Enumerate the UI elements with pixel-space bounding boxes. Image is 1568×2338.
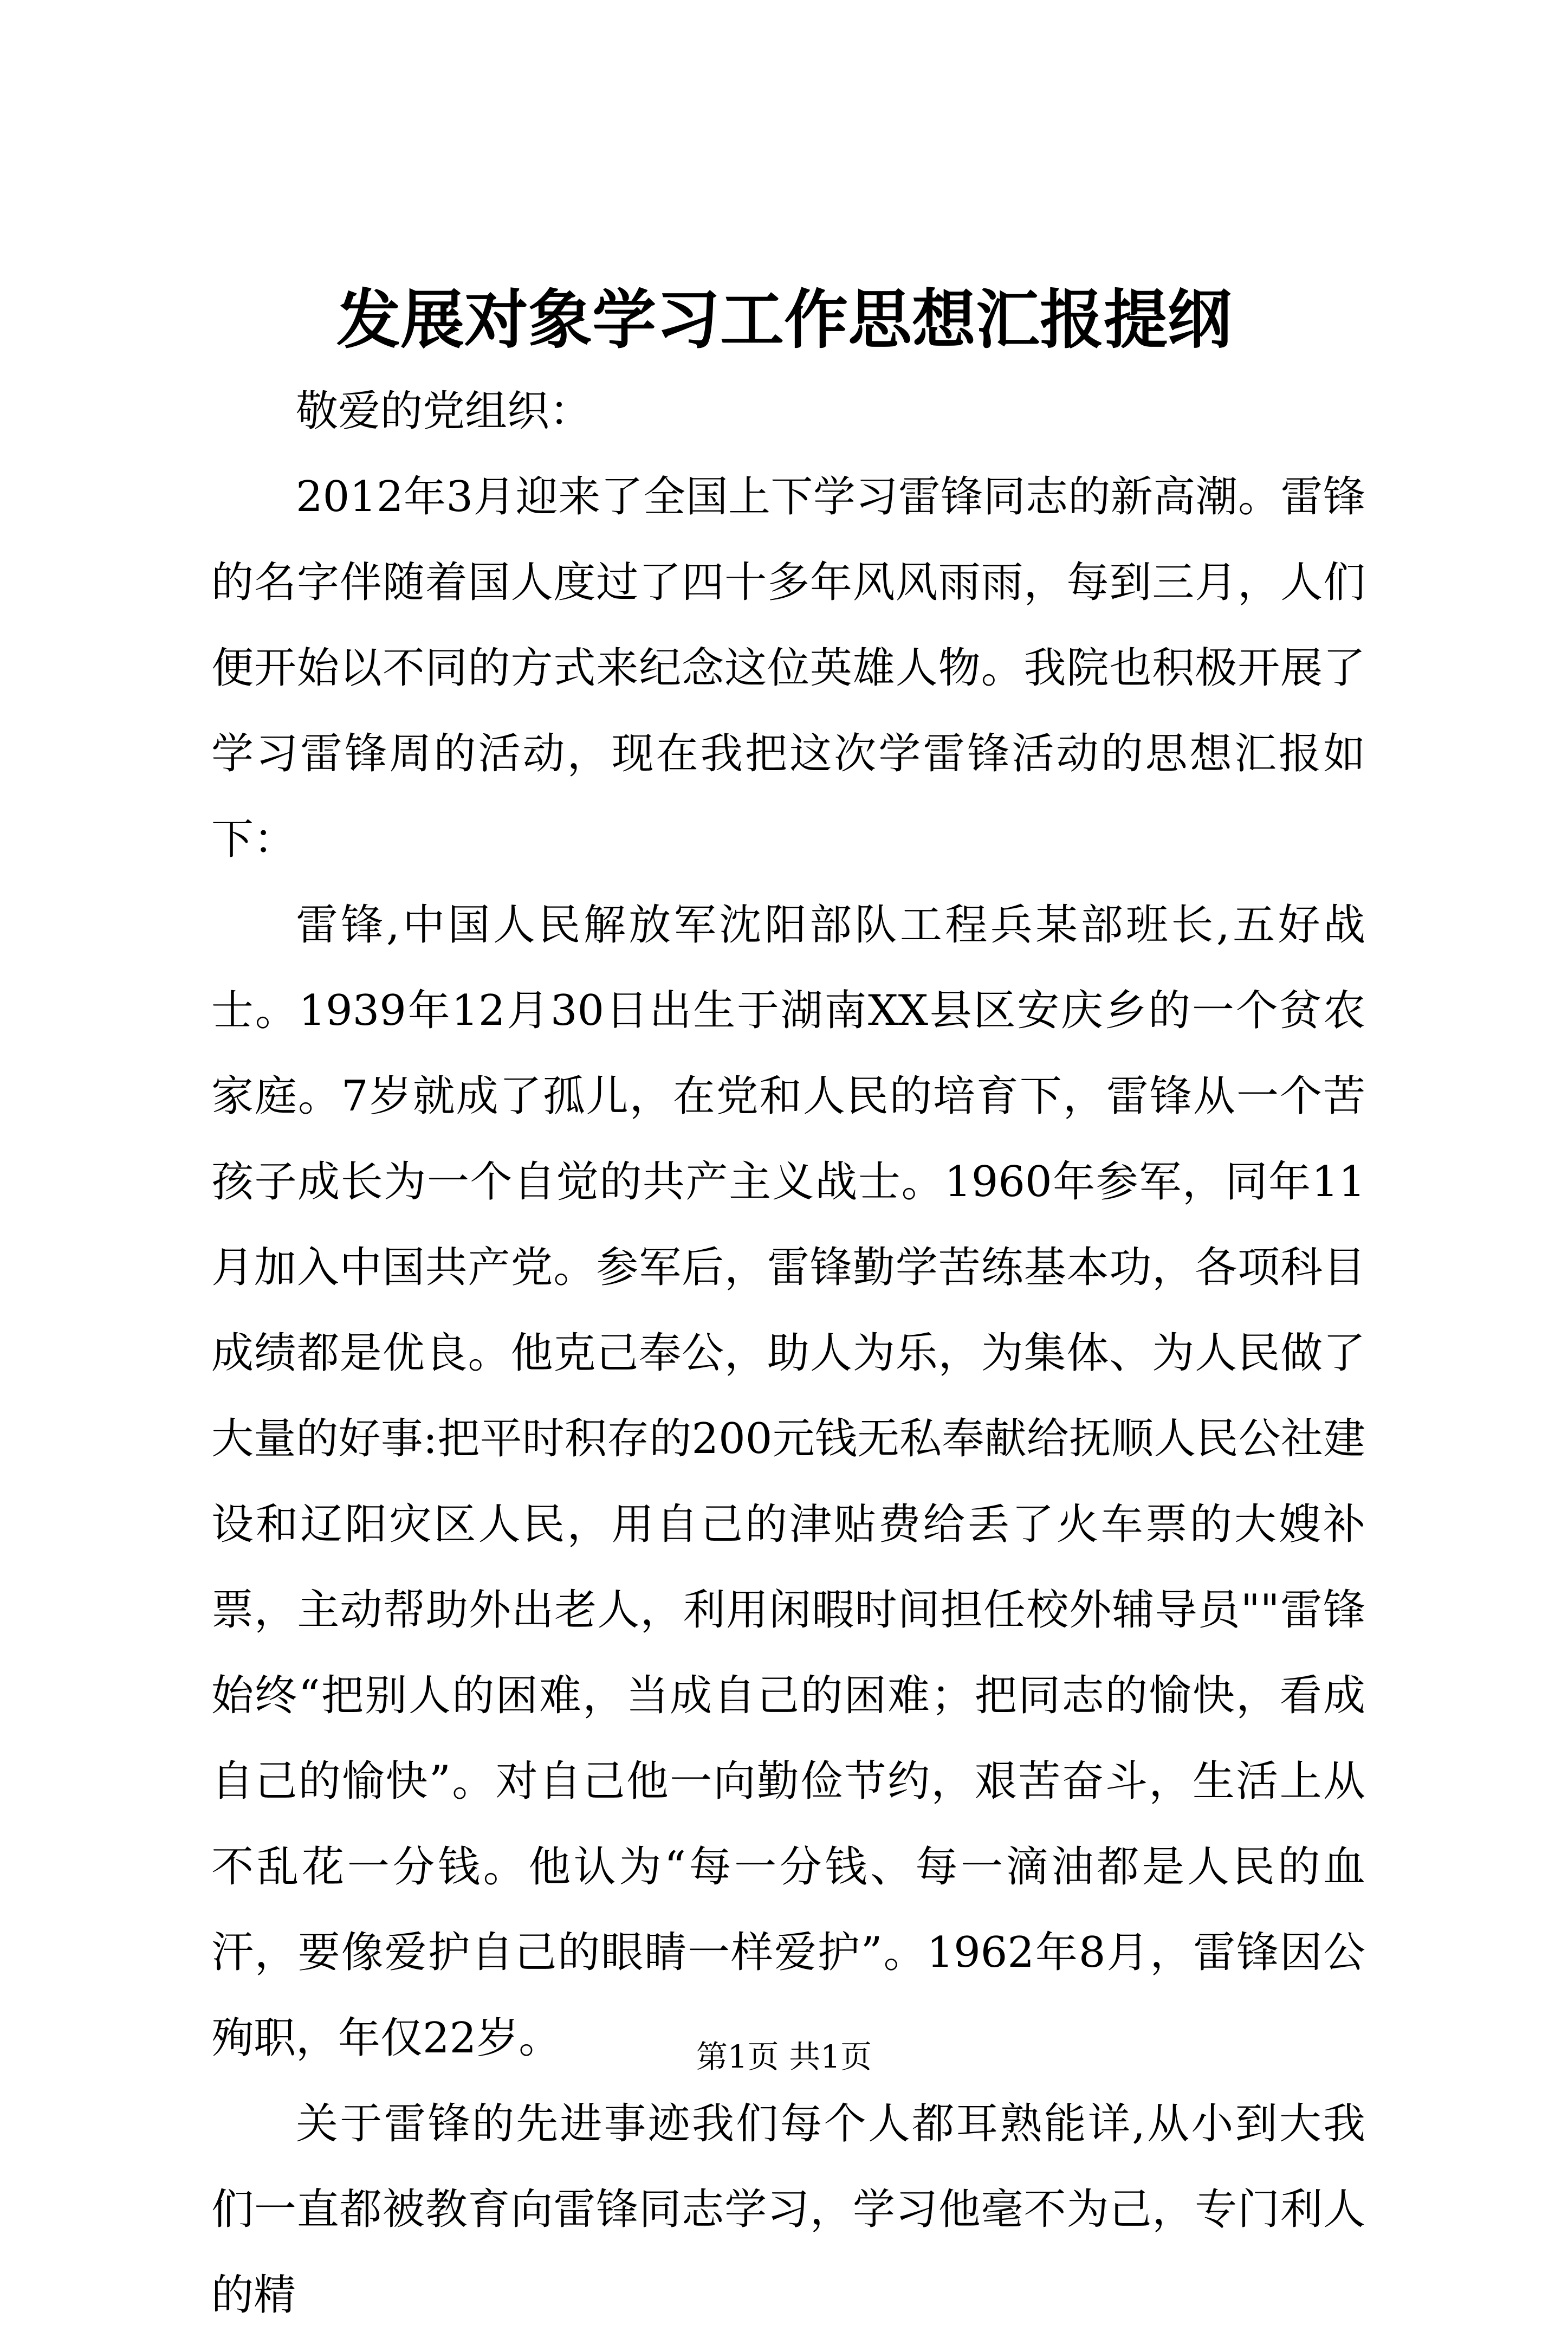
body-paragraph: 雷锋,中国人民解放军沈阳部队工程兵某部班长,五好战士。1939年12月30日出生于湖南XX县区安庆乡的一个贫农家庭。7岁就成了孤儿，在党和人民的培育下，雷锋从一个苦孩子成长为一个自觉的共产主义战士。1960年参军，同年11月加入中国共产党。参军后，雷锋勤学苦练基本功，各项科目成绩都是优良。他克己奉公，助人为乐，为集体、为人民做了大量的好事:把平时积存的200元钱无私奉献给抚顺人民公社建设和辽阳灾区人民，用自己的津贴费给丢了火车票的大嫂补票，主动帮助外出老人，利用闲暇时间担任校外辅导员""雷锋始终“把别人的困难，当成自己的困难；把同志的愉快，看成自己的愉快”。对自己他一向勤俭节约，艰苦奋斗，生活上从不乱花一分钱。他认为“每一分钱、每一滴油都是人民的血汗，要像爱护自己的眼睛一样爱护”。1962年8月，雷锋因公殉职，年仅22岁。 [211, 901, 1365, 2063]
salutation-paragraph: 敬爱的党组织： [296, 387, 592, 436]
page-footer: 第1页 共1页 [696, 2038, 872, 2075]
document-title: 发展对象学习工作思想汇报提纲 [336, 282, 1232, 357]
body-paragraph: 关于雷锋的先进事迹我们每个人都耳熟能详,从小到大我们一直都被教育向雷锋同志学习，学习他毫不为己，专门利人的精 [211, 2100, 1365, 2320]
body-paragraph: 2012年3月迎来了全国上下学习雷锋同志的新高潮。雷锋的名字伴随着国人度过了四十多年风风雨雨，每到三月，人们便开始以不同的方式来纪念这位英雄人物。我院也积极开展了学习雷锋周的活动，现在我把这次学雷锋活动的思想汇报如下： [211, 473, 1365, 864]
